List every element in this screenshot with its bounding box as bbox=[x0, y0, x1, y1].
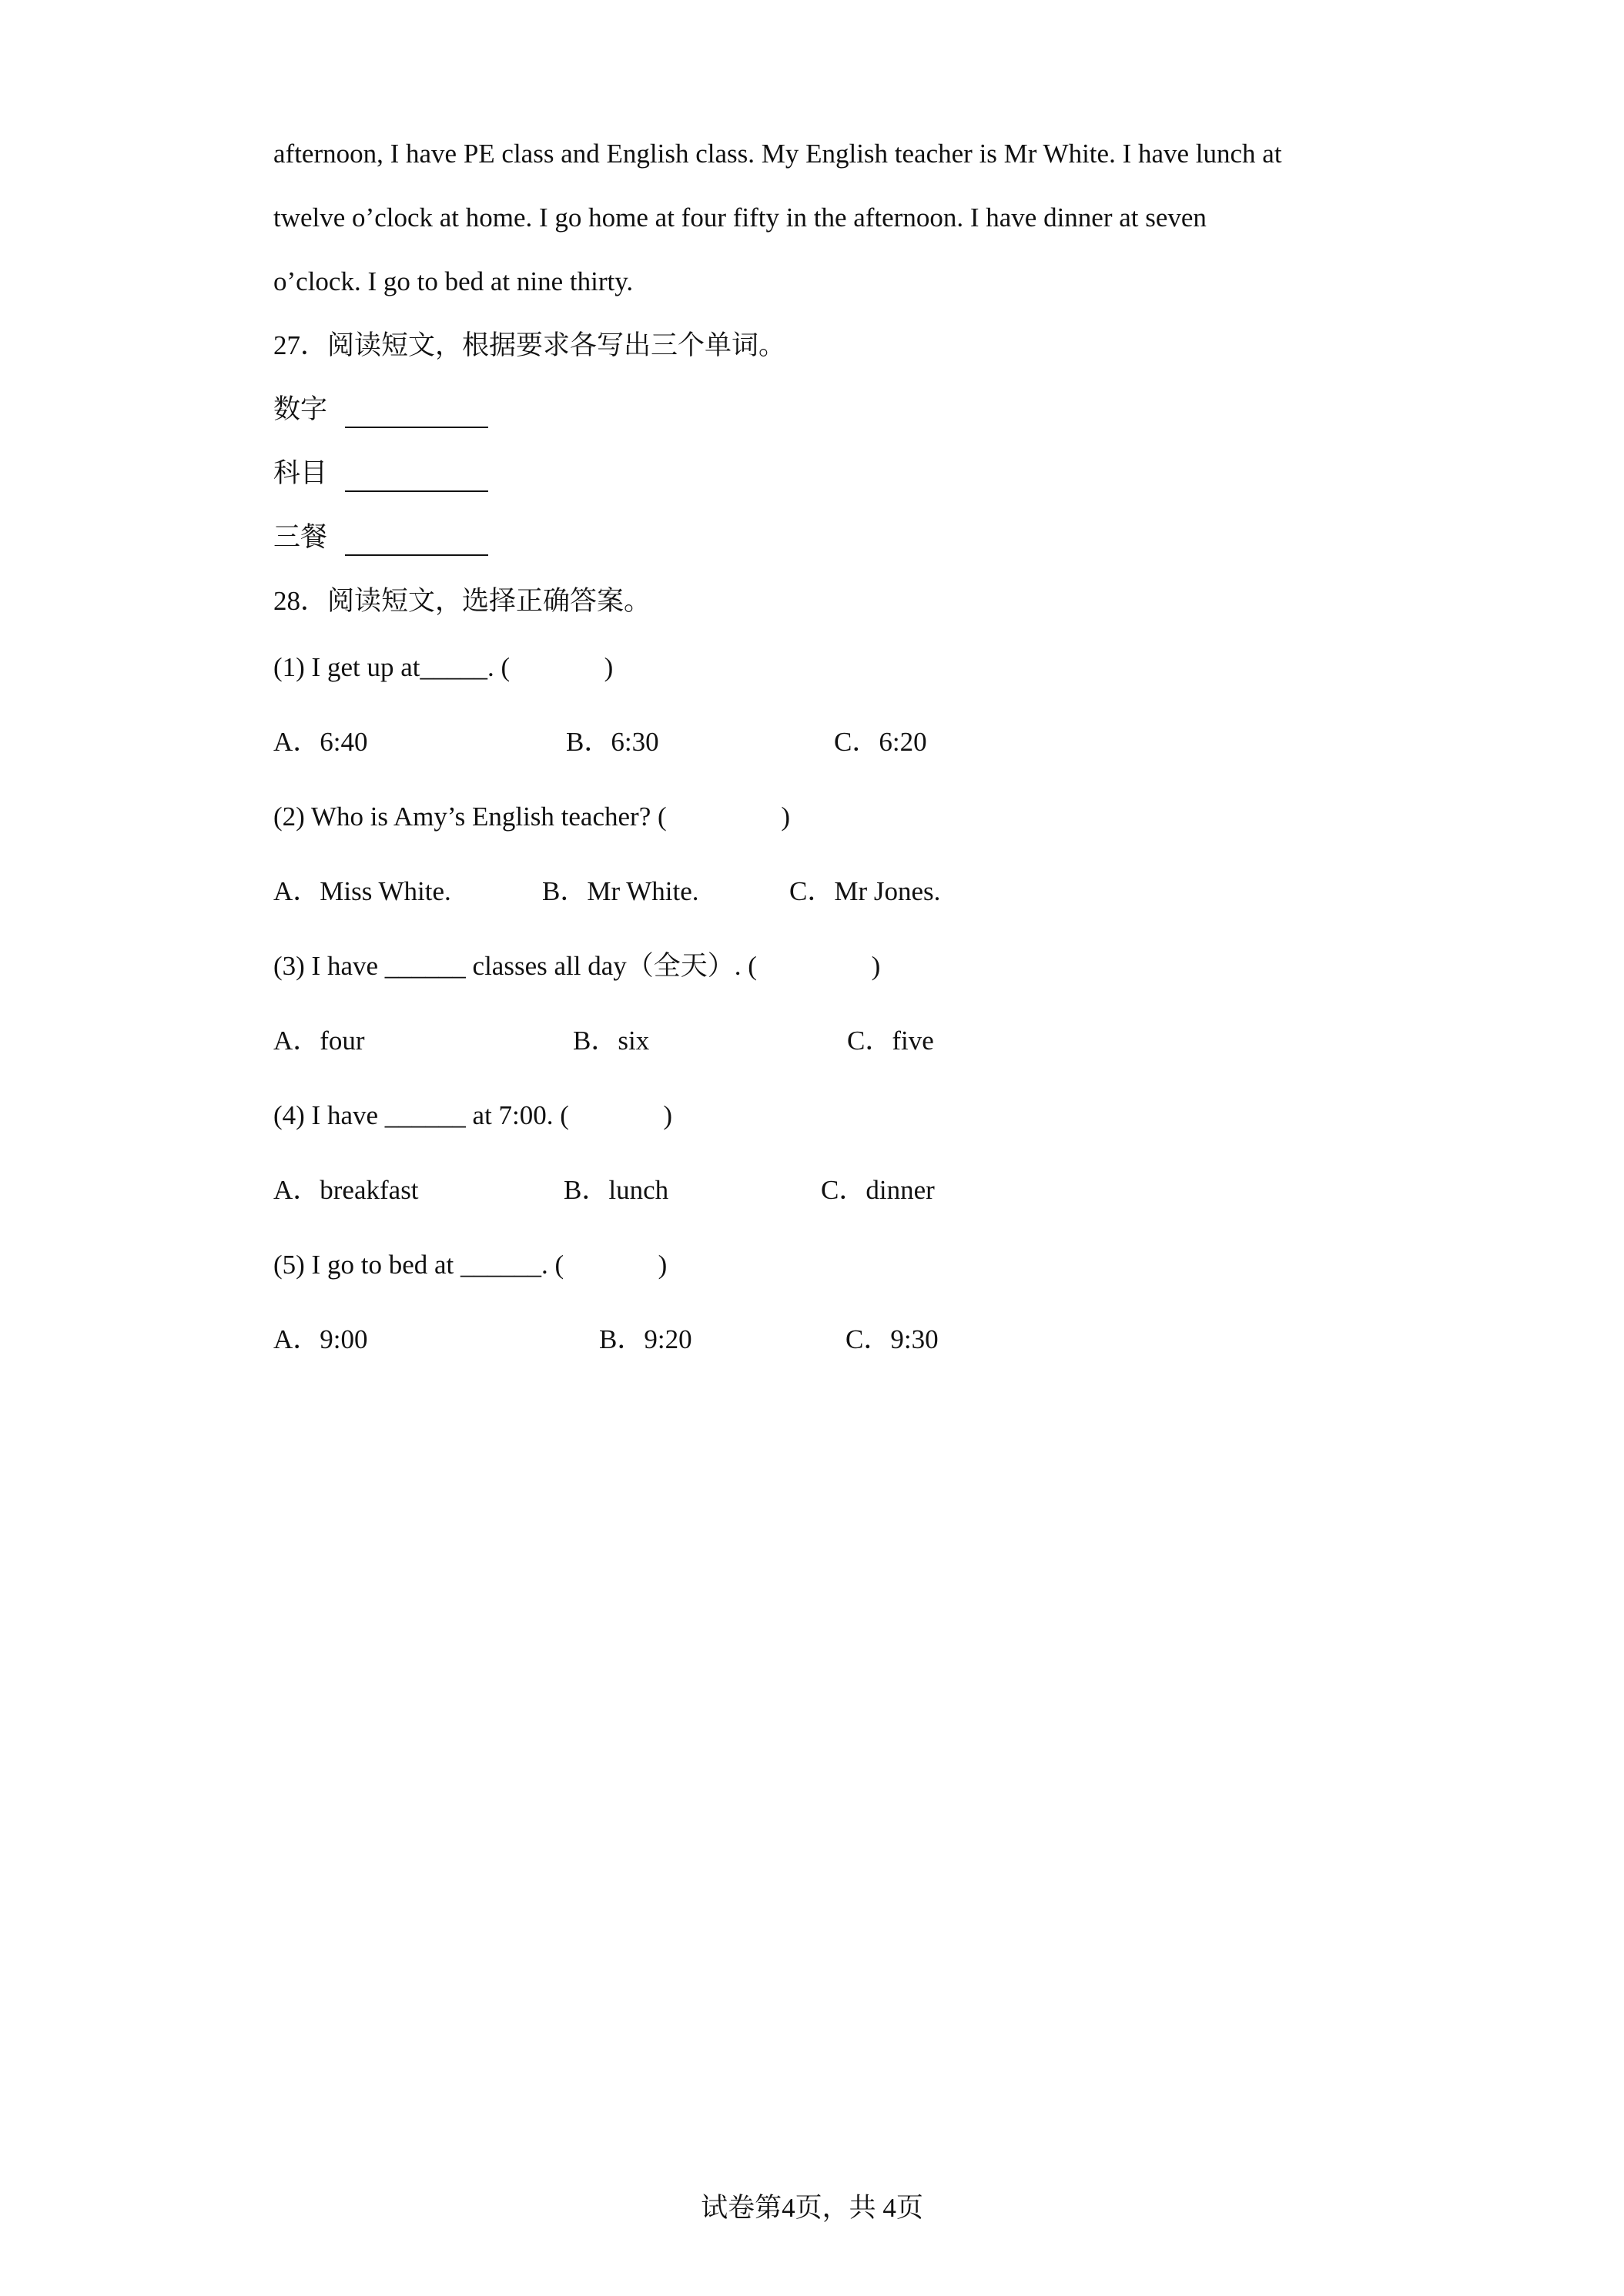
q28-5-option-a[interactable]: A．9:00 bbox=[273, 1324, 368, 1354]
q27-item-label-numbers: 数字 bbox=[273, 394, 328, 424]
q27-answer-blank-numbers[interactable] bbox=[345, 427, 488, 428]
q27-item-label-meals: 三餐 bbox=[273, 522, 328, 552]
q28-2-option-b[interactable]: B．Mr White. bbox=[542, 876, 699, 906]
q28-4-option-a[interactable]: A．breakfast bbox=[273, 1175, 419, 1205]
page-footer: 试卷第4页，共 4页 bbox=[701, 2193, 923, 2223]
q28-5-option-c[interactable]: C．9:30 bbox=[845, 1324, 939, 1354]
q28-2-option-a[interactable]: A．Miss White. bbox=[273, 876, 451, 906]
q28-3-option-a[interactable]: A．four bbox=[273, 1026, 365, 1056]
q28-4-option-c[interactable]: C．dinner bbox=[821, 1175, 935, 1205]
q28-1-option-b[interactable]: B．6:30 bbox=[566, 727, 659, 757]
q28-2-stem: (2) Who is Amy’s English teacher? ( ) bbox=[273, 802, 791, 832]
q28-2-option-c[interactable]: C．Mr Jones. bbox=[789, 876, 941, 906]
passage-line: o’clock. I go to bed at nine thirty. bbox=[273, 266, 634, 296]
q28-3-option-b[interactable]: B．six bbox=[573, 1026, 650, 1056]
passage-line: twelve o’clock at home. I go home at four fifty in the afternoon. I have dinner at seven bbox=[273, 202, 1207, 233]
q28-1-option-c[interactable]: C．6:20 bbox=[834, 727, 927, 757]
q28-3-option-c[interactable]: C．five bbox=[847, 1026, 934, 1056]
question-28-title: 28．阅读短文，选择正确答案。 bbox=[273, 586, 651, 616]
q27-item-label-subjects: 科目 bbox=[273, 458, 328, 488]
question-27-title: 27．阅读短文，根据要求各写出三个单词。 bbox=[273, 330, 786, 360]
q28-4-option-b[interactable]: B．lunch bbox=[564, 1175, 669, 1205]
q27-answer-blank-meals[interactable] bbox=[345, 554, 488, 556]
q28-4-stem: (4) I have ______ at 7:00. ( ) bbox=[273, 1100, 673, 1130]
q27-answer-blank-subjects[interactable] bbox=[345, 490, 488, 492]
q28-3-stem: (3) I have ______ classes all day（全天）. ( ) bbox=[273, 951, 881, 981]
q28-5-stem: (5) I go to bed at ______. ( ) bbox=[273, 1250, 668, 1280]
q28-1-option-a[interactable]: A．6:40 bbox=[273, 727, 368, 757]
q28-1-stem: (1) I get up at_____. ( ) bbox=[273, 652, 614, 682]
passage-line: afternoon, I have PE class and English class. My English teacher is Mr White. I have lunch at bbox=[273, 139, 1282, 169]
q28-5-option-b[interactable]: B．9:20 bbox=[599, 1324, 692, 1354]
